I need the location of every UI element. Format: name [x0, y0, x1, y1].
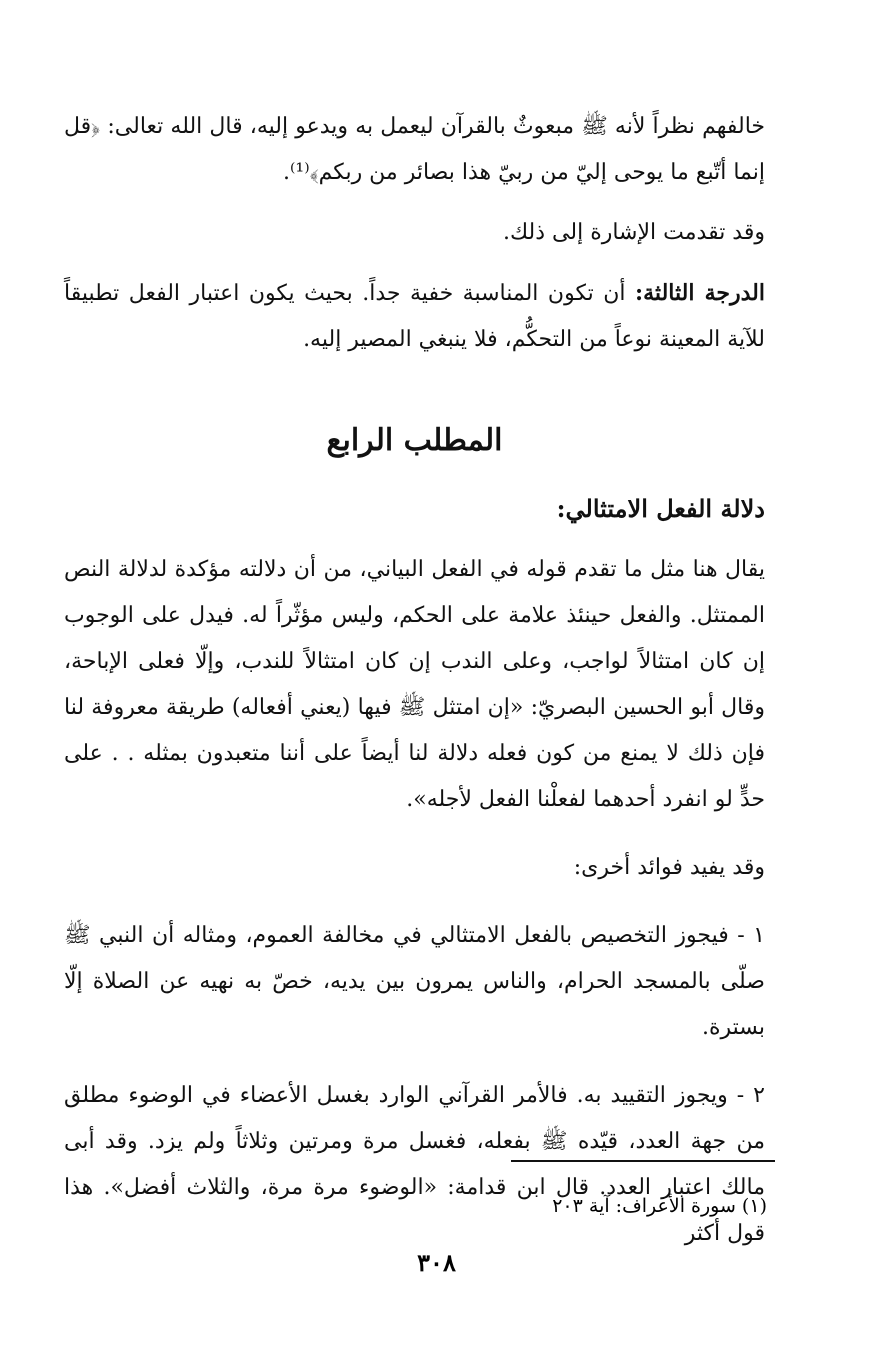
paragraph-reference: وقد تقدمت الإشارة إلى ذلك. [503, 220, 765, 245]
paragraph-compliance-act: يقال هنا مثل ما تقدم قوله في الفعل البياني، من أن دلالته مؤكدة لدلالة النص الممتثل. والفعل حينئذ علامة على الحكم، وليس مؤثّراً له. فيدل على الوجوب إن كان امتثالاً لواجب، وعلى الندب إن كان امتثالاً للندب، وإلّا فعلى الإباحة، وقال أبو الحسين البصريّ: «إن امتثل ﷺ فيها (يعني أفعاله) طريقة معروفة لنا فإن ذلك لا يمنع من كون فعله دلالة لنا أيضاً على أننا متعبدون بمثله . . على حدٍّ لو انفرد أحدهما لفعلْنا الفعل لأجله». [64, 557, 765, 812]
section-subheading: دلالة الفعل الامتثالي: [556, 494, 765, 523]
page-number: ٣٠٨ [417, 1248, 456, 1277]
section-heading: المطلب الرابع [326, 423, 503, 458]
paragraph-point-one: ١ - فيجوز التخصيص بالفعل الامتثالي في مخالفة العموم، ومثاله أن النبي ﷺ صلّى بالمسجد الحرام، والناس يمرون بين يديه، خصّ به نهيه عن الصلاة إلّا بسترة. [64, 923, 765, 1040]
footnote-divider [511, 1160, 775, 1162]
footnote: (١) سورة الأعراف: آية ٢٠٣ [552, 1195, 767, 1217]
third-degree-text: أن تكون المناسبة خفية جداً. بحيث يكون اعتبار الفعل تطبيقاً للآية المعينة نوعاً من التحكُّم، فلا ينبغي المصير إليه. [64, 281, 765, 352]
paragraph-point-two: ٢ - ويجوز التقييد به. فالأمر القرآني الوارد بغسل الأعضاء في الوضوء مطلق من جهة العدد، قيّده ﷺ بفعله، فغسل مرة ومرتين وثلاثاً ولم يزد. وقد أبى مالك اعتبار العدد. قال ابن قدامة: «الوضوء مرة مرة، والثلاث أفضل». هذا قول أكثر [64, 1083, 765, 1246]
paragraph-third-degree [64, 270, 765, 363]
paragraph-intro: خالفهم نظراً لأنه ﷺ مبعوثٌ بالقرآن ليعمل به ويدعو إليه، قال الله تعالى: ﴿قل إنما أتّبع ما يوحى إليّ من ربيّ هذا بصائر من ربكم﴾⁽¹⁾. [64, 114, 765, 185]
paragraph-other-benefits: وقد يفيد فوائد أخرى: [573, 855, 765, 880]
third-degree-label: الدرجة الثالثة: [635, 280, 765, 306]
